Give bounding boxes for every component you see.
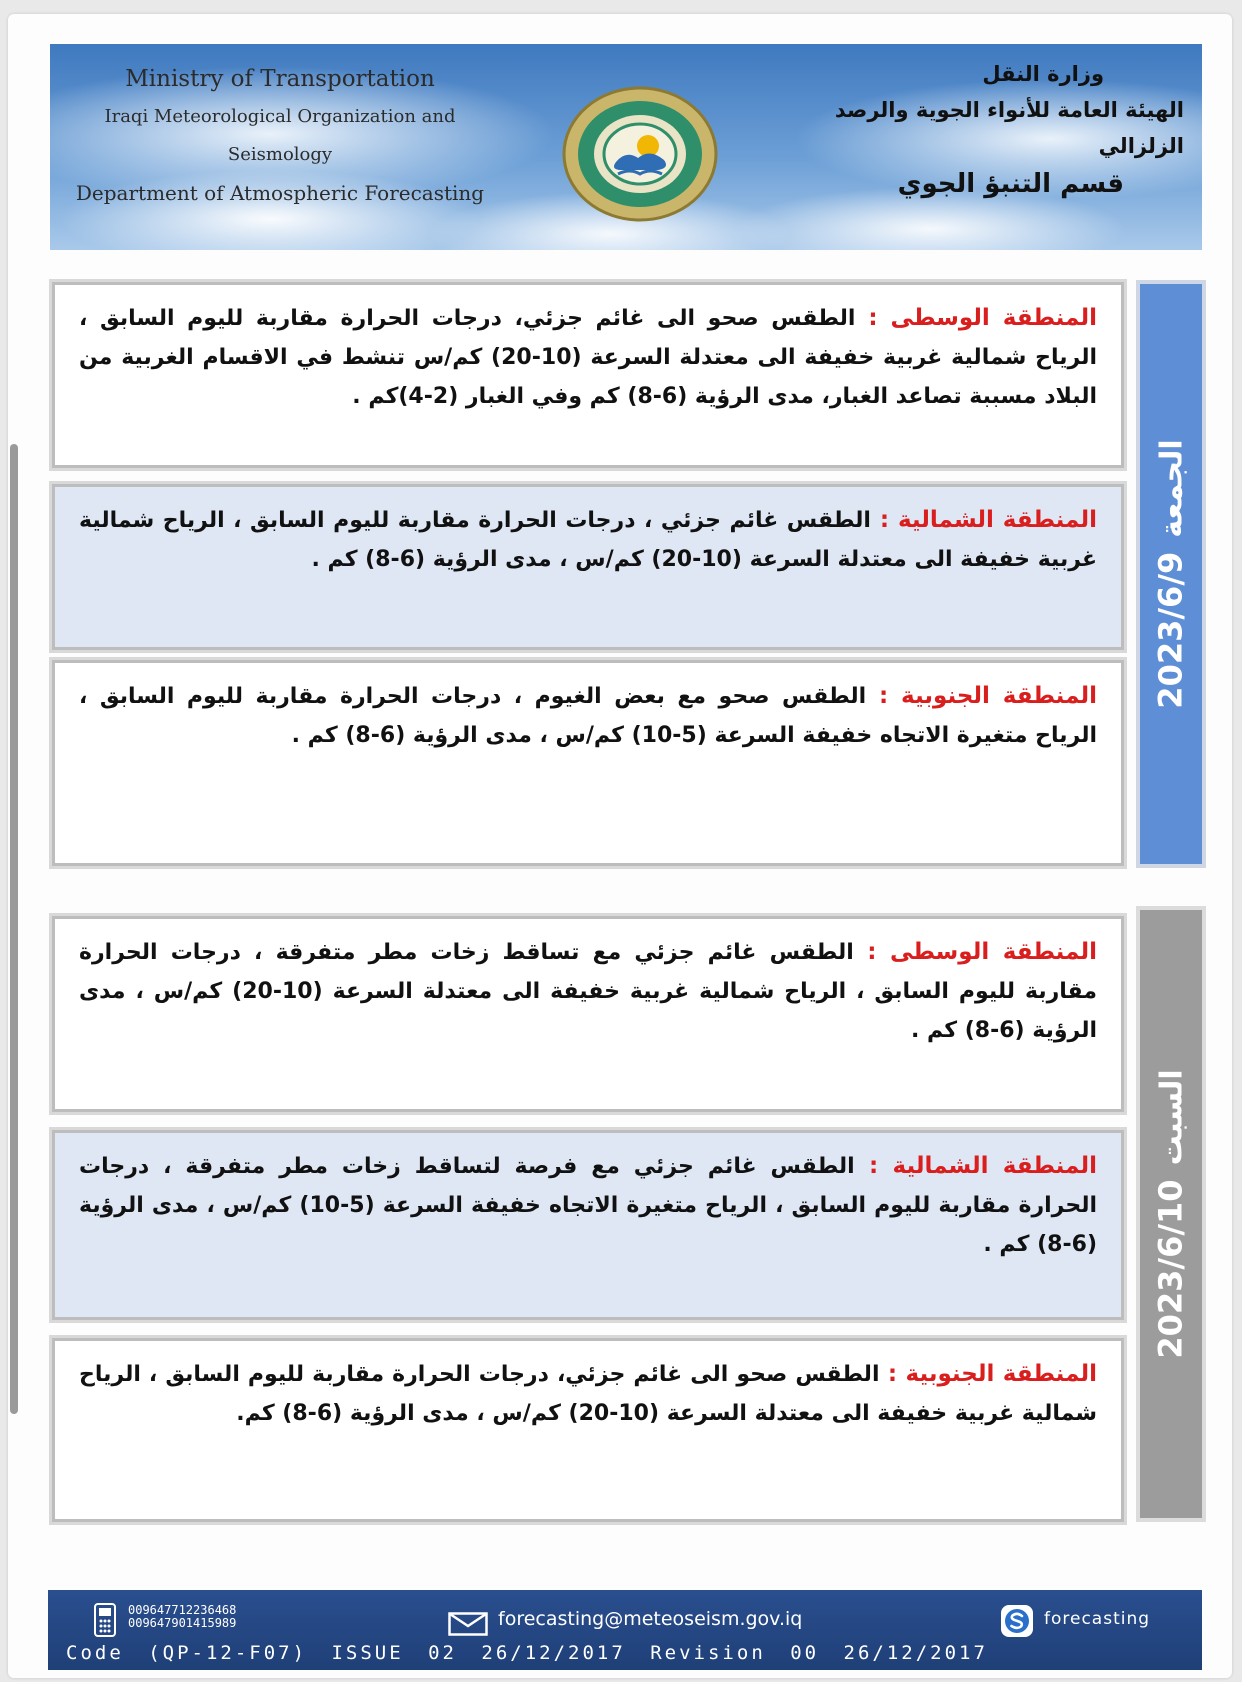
day2-region-south: المنطقة الجنوبية : الطقس صحو الى غائم جزئي، درجات الحرارة مقاربة لليوم السابق ، الرياح شمالية غربية خفيفة الى معتدلة السرعة (10-20) كم/س ، مدى الرؤية (6-8) كم. — [52, 1338, 1124, 1522]
day1-name: الجمعة — [1155, 439, 1191, 538]
region-name: المنطقة الوسطى — [890, 305, 1097, 331]
header-arabic — [824, 56, 1184, 204]
day1-date-label — [1152, 439, 1190, 708]
day1-region-north: المنطقة الشمالية : الطقس غائم جزئي ، درجات الحرارة مقاربة لليوم السابق ، الرياح شمالية غربية خفيفة الى معتدلة السرعة (10-20) كم/س ، مدى الرؤية (6-8) كم . — [52, 484, 1124, 650]
region-name: المنطقة الجنوبية — [901, 683, 1098, 709]
region-name: المنطقة الشمالية — [892, 1153, 1097, 1179]
document-code-line: Code (QP-12-F07) ISSUE 02 26/12/2017 Revision 00 26/12/2017 — [66, 1642, 988, 1664]
organization-name-ar: الهيئة العامة للأنواء الجوية والرصد الزلزالي — [834, 98, 1184, 158]
phone-number-1[interactable]: 009647712236468 — [128, 1603, 237, 1617]
phone-numbers — [128, 1604, 236, 1630]
email-link[interactable]: forecasting@meteoseism.gov.iq — [498, 1608, 803, 1630]
department-name-ar: قسم التنبؤ الجوي — [897, 169, 1124, 199]
day1-date: 2023/6/9 — [1152, 551, 1191, 709]
scrollbar-thumb[interactable] — [10, 444, 18, 1414]
ministry-name-ar: وزارة النقل — [982, 62, 1104, 86]
day2-name: السبت — [1155, 1069, 1191, 1166]
footer-bar — [48, 1590, 1202, 1670]
region-forecast-text: الطقس غائم جزئي مع تساقط زخات مطر متفرقة ، درجات الحرارة مقاربة لليوم السابق ، الرياح شمالية غربية خفيفة الى معتدلة السرعة (10-20) كم/س ، مدى الرؤية (6-8) كم . — [79, 940, 1097, 1043]
phone-number-2[interactable]: 009647901415989 — [128, 1616, 237, 1630]
day2-region-central: المنطقة الوسطى : الطقس غائم جزئي مع تساقط زخات مطر متفرقة ، درجات الحرارة مقاربة لليوم السابق ، الرياح شمالية غربية خفيفة الى معتدلة السرعة (10-20) كم/س ، مدى الرؤية (6-8) كم . — [52, 916, 1124, 1112]
region-forecast-text: الطقس صحو الى غائم جزئي، درجات الحرارة مقاربة لليوم السابق ، الرياح شمالية غربية خفيفة الى معتدلة السرعة (10-20) كم/س ، مدى الرؤية (6-8) كم. — [79, 1362, 1097, 1426]
organization-seal-icon — [560, 84, 720, 224]
day2-region-north: المنطقة الشمالية : الطقس غائم جزئي مع فرصة لتساقط زخات مطر متفرقة ، درجات الحرارة مقاربة لليوم السابق ، الرياح متغيرة الاتجاه خفيفة السرعة (5-10) كم/س ، مدى الرؤية (6-8) كم . — [52, 1130, 1124, 1320]
region-forecast-text: الطقس صحو الى غائم جزئي، درجات الحرارة مقاربة لليوم السابق ، الرياح شمالية غربية خفيفة الى معتدلة السرعة (10-20) كم/س تنشط في الاقسام الغربية من البلاد مسببة تصاعد الغبار، مدى الرؤية (6-8) كم وفي الغبار (2-4)كم . — [79, 306, 1097, 409]
header-banner — [50, 44, 1202, 250]
region-forecast-text: الطقس غائم جزئي مع فرصة لتساقط زخات مطر متفرقة ، درجات الحرارة مقاربة لليوم السابق ، الرياح متغيرة الاتجاه خفيفة السرعة (5-10) كم/س ، مدى الرؤية (6-8) كم . — [79, 1154, 1097, 1257]
region-name: المنطقة الجنوبية — [905, 1361, 1098, 1387]
header-english — [70, 60, 490, 212]
day2-date: 2023/6/10 — [1152, 1179, 1191, 1359]
day1-region-south: المنطقة الجنوبية : الطقس صحو مع بعض الغيوم ، درجات الحرارة مقاربة لليوم السابق ، الرياح متغيرة الاتجاه خفيفة السرعة (5-10) كم/س ، مدى الرؤية (6-8) كم . — [52, 660, 1124, 866]
organization-name-en: Iraqi Meteorological Organization and Seismology — [104, 106, 456, 165]
day1-date-bar — [1136, 280, 1206, 868]
ministry-name-en: Ministry of Transportation — [125, 66, 435, 92]
region-forecast-text: الطقس غائم جزئي ، درجات الحرارة مقاربة لليوم السابق ، الرياح شمالية غربية خفيفة الى معتدلة السرعة (10-20) كم/س ، مدى الرؤية (6-8) كم . — [79, 508, 1097, 572]
day1-region-central: المنطقة الوسطى : الطقس صحو الى غائم جزئي، درجات الحرارة مقاربة لليوم السابق ، الرياح شمالية غربية خفيفة الى معتدلة السرعة (10-20) كم/س تنشط في الاقسام الغربية من البلاد مسببة تصاعد الغبار، مدى الرؤية (6-8) كم وفي الغبار (2-4)كم . — [52, 282, 1124, 468]
phone-icon — [92, 1602, 118, 1638]
department-name-en: Department of Atmospheric Forecasting — [75, 181, 485, 205]
mail-icon — [448, 1612, 488, 1636]
day2-date-label — [1152, 1069, 1190, 1358]
day2-date-bar — [1136, 906, 1206, 1522]
region-forecast-text: الطقس صحو مع بعض الغيوم ، درجات الحرارة مقاربة لليوم السابق ، الرياح متغيرة الاتجاه خفيفة السرعة (5-10) كم/س ، مدى الرؤية (6-8) كم . — [79, 684, 1097, 748]
skype-icon — [1000, 1604, 1034, 1638]
skype-handle[interactable]: forecasting — [1044, 1609, 1151, 1629]
region-name: المنطقة الشمالية — [897, 507, 1097, 533]
region-name: المنطقة الوسطى — [890, 939, 1097, 965]
